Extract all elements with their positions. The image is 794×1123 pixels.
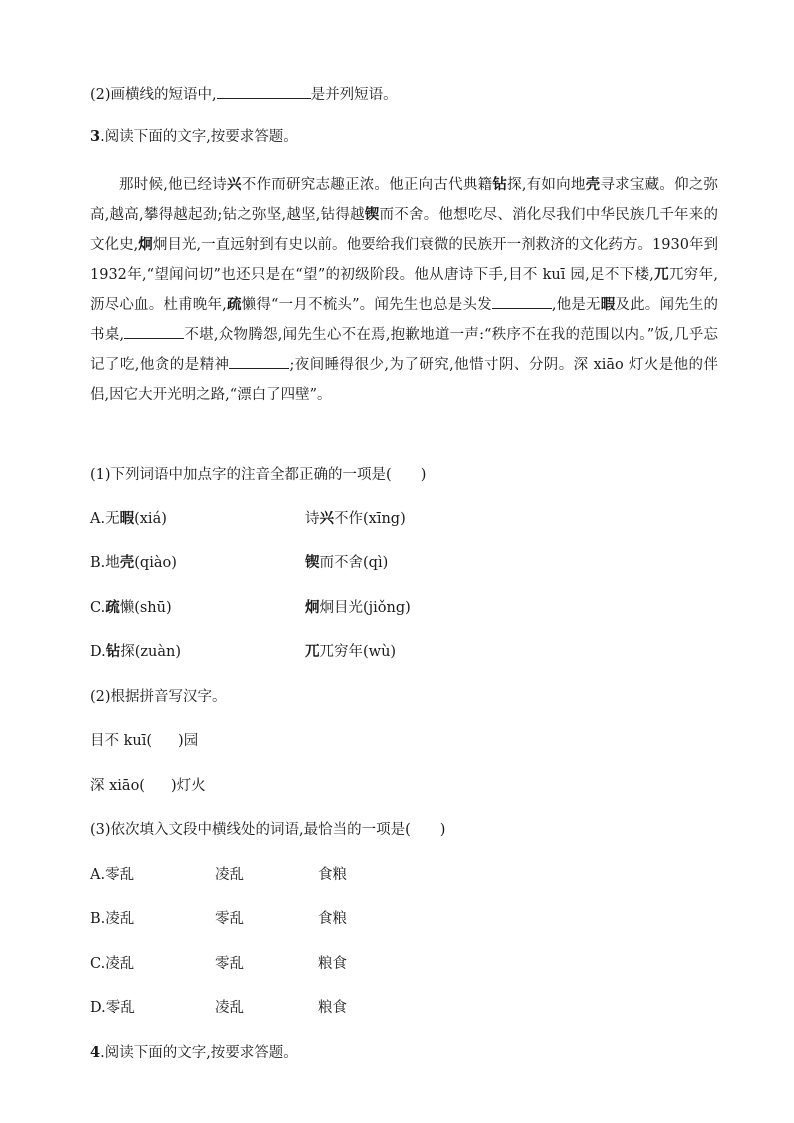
option-word: 食粮 — [318, 867, 347, 883]
dotted-char: 暇 — [119, 510, 135, 527]
option-pinyin: (xīng) — [363, 511, 406, 527]
option-word: 凌乱 — [215, 1000, 244, 1016]
passage-text: 懒得“一月不梳头”。闻先生也总是头发 — [241, 297, 492, 313]
option-b[interactable] — [90, 553, 389, 573]
passage-text: 不作而研究志趣正浓。他正向古代典籍 — [241, 177, 493, 193]
option-pinyin: (xiá) — [134, 511, 167, 527]
dotted-char: 疏 — [105, 599, 120, 616]
answer-blank[interactable] — [217, 83, 311, 99]
question-heading-text: .阅读下面的文字,按要求答题。 — [100, 1045, 298, 1061]
sub-question-2-stem: (2)根据拼音写汉字。 — [90, 689, 227, 705]
passage-text: ,他是无 — [551, 297, 601, 313]
option-word: 零乱 — [215, 956, 244, 972]
dotted-char: 锲 — [305, 554, 320, 571]
option-label: B. — [90, 555, 106, 571]
dotted-char: 壳 — [585, 176, 601, 193]
pinyin-prompt: 深 xiāo( — [90, 778, 145, 794]
dotted-char: 锲 — [364, 206, 380, 223]
passage-text: 不堪,众物腾怨,闻先生心不在焉,抱歉地道一声:“秩序不在我的范围以内。”饭,几乎忘记了吃,他贪的是精神 — [90, 327, 718, 373]
option-word: 粮食 — [318, 1000, 347, 1016]
option-label: D. — [90, 644, 106, 660]
question-heading-text: .阅读下面的文字,按要求答题。 — [100, 129, 298, 145]
option-label: A. — [90, 511, 106, 527]
pinyin-item-2 — [90, 776, 206, 796]
option-label: D. — [90, 1000, 106, 1016]
question-number: 4 — [90, 1044, 101, 1061]
question-2-2-prefix: (2)画横线的短语中, — [90, 87, 217, 103]
dotted-char: 暇 — [600, 296, 616, 313]
dotted-char: 兀 — [305, 643, 320, 660]
passage-text: 那时候,他已经诗 — [119, 177, 228, 193]
dotted-char: 炯 — [138, 236, 153, 253]
fill-blank-3[interactable] — [229, 353, 289, 369]
option-word: 零乱 — [215, 911, 244, 927]
question-2-2 — [90, 83, 398, 105]
option-word: 零乱 — [105, 867, 135, 883]
option-word: 兀穷年 — [319, 644, 363, 660]
pinyin-prompt: 目不 kuī( — [90, 733, 153, 749]
option-c[interactable] — [90, 598, 411, 618]
passage-text: 寻求宝藏。仰之弥高,越高,攀得越起劲;钻之弥坚,越坚,钻得越 — [90, 177, 719, 223]
pinyin-suffix: )灯火 — [170, 778, 206, 794]
option-a[interactable] — [90, 865, 490, 885]
option-a[interactable] — [90, 509, 406, 529]
dotted-char: 兀 — [653, 266, 669, 283]
passage-text: 及此。闻先生的书桌, — [90, 297, 719, 343]
passage-text: 探,有如向地 — [507, 177, 586, 193]
option-word: 食粮 — [318, 911, 347, 927]
option-pinyin: (wù) — [363, 644, 397, 660]
dotted-char: 炯 — [305, 599, 320, 616]
option-pinyin: (qiào) — [134, 555, 177, 571]
pinyin-item-1 — [90, 731, 198, 751]
dotted-char: 钻 — [492, 176, 508, 193]
option-word: 炯目光 — [319, 600, 363, 616]
option-word: 无 — [105, 511, 120, 527]
option-word: 粮食 — [318, 956, 347, 972]
dotted-char: 兴 — [319, 510, 334, 527]
option-word: 不作 — [334, 511, 363, 527]
option-pinyin: (zuàn) — [134, 644, 181, 660]
option-c[interactable] — [90, 954, 490, 974]
option-word: 凌乱 — [105, 911, 135, 927]
passage-text: 兀穷年,沥尽心血。杜甫晚年, — [90, 267, 719, 313]
question-4-heading — [90, 1043, 298, 1063]
option-pinyin: (qì) — [363, 555, 389, 571]
passage-text: ;夜间睡得很少,为了研究,他惜寸阴、分阴。深 xiāo 灯火是他的伴侣,因它大开光明之路,“漂白了四壁”。 — [90, 357, 718, 403]
reading-passage — [90, 170, 718, 410]
pinyin-suffix: )园 — [178, 733, 199, 749]
option-label: A. — [90, 867, 106, 883]
sub-question-3-stem: (3)依次填入文段中横线处的词语,最恰当的一项是( ) — [90, 822, 446, 838]
option-d[interactable] — [90, 998, 490, 1018]
option-word: 探 — [120, 644, 135, 660]
option-d[interactable] — [90, 642, 397, 662]
option-label: C. — [90, 600, 106, 616]
option-b[interactable] — [90, 909, 490, 929]
option-word: 懒 — [119, 600, 135, 616]
dotted-char: 壳 — [119, 554, 135, 571]
option-word: 凌乱 — [105, 956, 135, 972]
question-number: 3 — [90, 128, 101, 145]
sub-question-1-stem: (1)下列词语中加点字的注音全都正确的一项是( ) — [90, 467, 427, 483]
fill-blank-1[interactable] — [492, 293, 552, 309]
option-word: 零乱 — [105, 1000, 135, 1016]
passage-text: 而不舍。他想吃尽、消化尽我们中华民族几千年来的文化史, — [90, 207, 719, 253]
option-label: B. — [90, 911, 106, 927]
passage-text: 炯目光,一直远射到有史以前。他要给我们衰微的民族开一剂救济的文化药方。1930年到1932年,“望闻问切”也还只是在“望”的初级阶段。他从唐诗下手,目不 kuī 园,足不下楼, — [90, 237, 719, 283]
option-word: 地 — [105, 555, 120, 571]
dotted-char: 疏 — [226, 296, 242, 313]
option-word: 而不舍 — [319, 555, 363, 571]
fill-blank-2[interactable] — [124, 323, 184, 339]
option-word: 诗 — [305, 511, 320, 527]
option-word: 凌乱 — [215, 867, 244, 883]
option-pinyin: (shū) — [134, 600, 172, 616]
option-pinyin: (jiǒng) — [363, 600, 411, 616]
question-2-2-suffix: 是并列短语。 — [310, 87, 398, 103]
question-3-heading — [90, 127, 298, 147]
dotted-char: 钻 — [105, 643, 121, 660]
dotted-char: 兴 — [227, 176, 242, 193]
option-label: C. — [90, 956, 106, 972]
